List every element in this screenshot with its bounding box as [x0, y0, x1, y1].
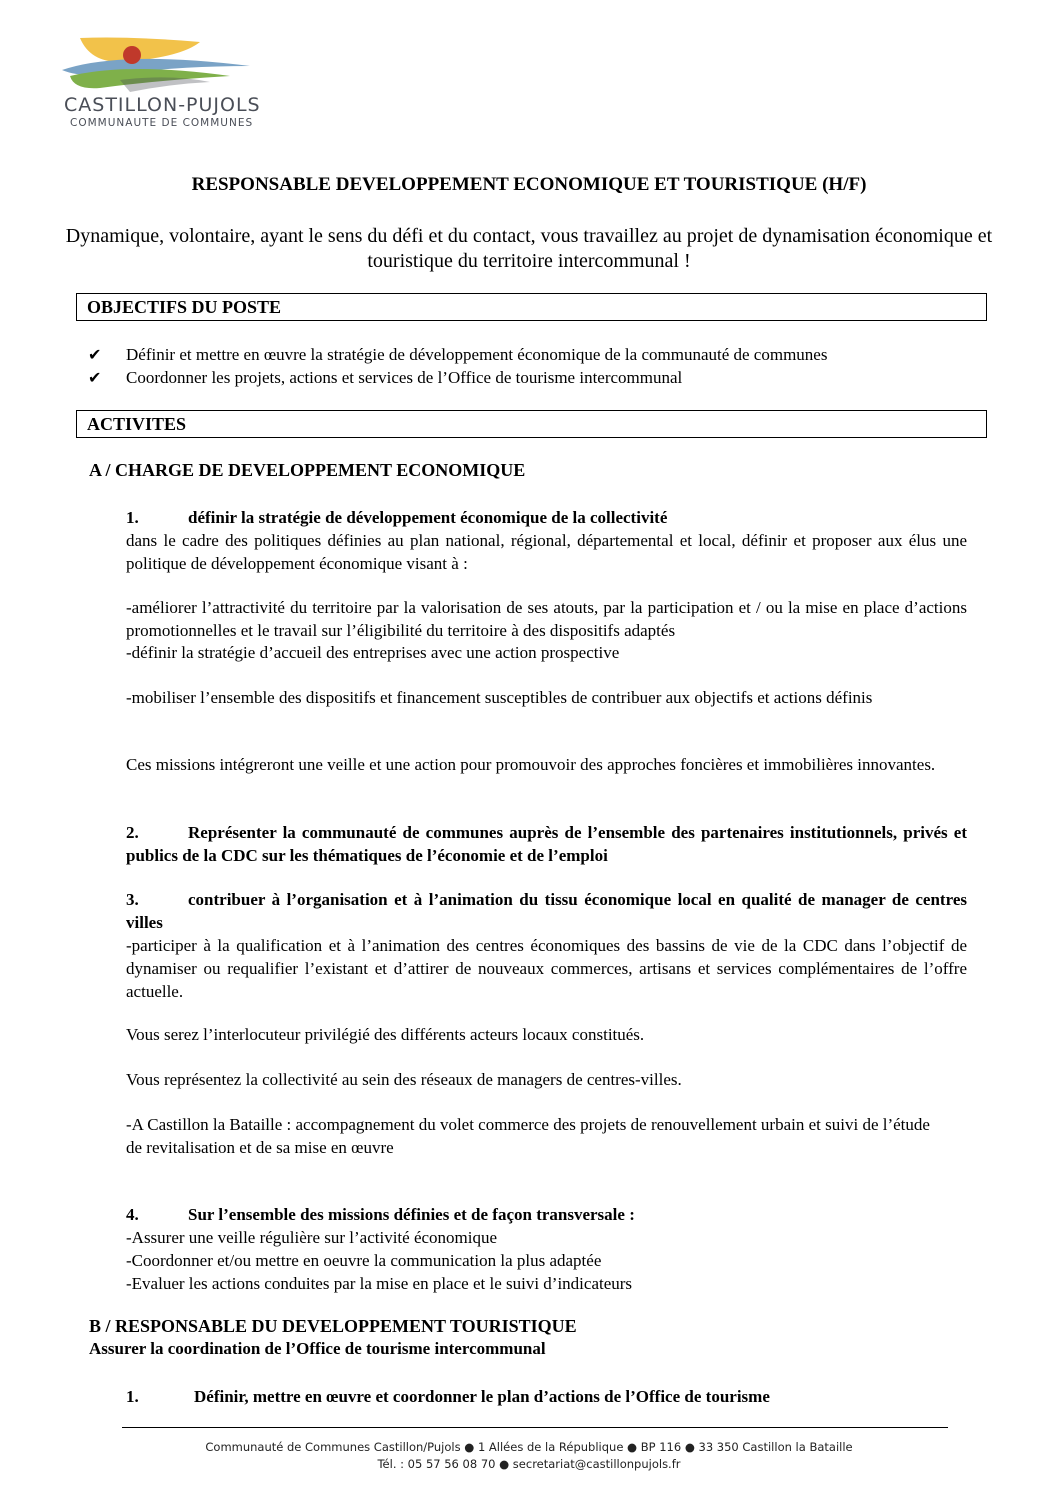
section-a-heading: A / CHARGE DE DEVELOPPEMENT ECONOMIQUE	[89, 460, 526, 480]
paragraph: dans le cadre des politiques définies au plan national, régional, départemental et local, définir et proposer aux élus une politique de développement économique visant à :	[126, 531, 967, 573]
item-number: 2.	[126, 823, 139, 842]
section-b-item-1	[126, 1385, 967, 1408]
logo	[60, 36, 260, 132]
objectif-text: Coordonner les projets, actions et services de l’Office de tourisme intercommunal	[126, 368, 683, 387]
section-b-heading: B / RESPONSABLE DU DEVELOPPEMENT TOURISTIQUE	[89, 1316, 577, 1336]
paragraph: Ces missions intégreront une veille et une action pour promouvoir des approches foncières et immobilières innovantes.	[126, 755, 936, 774]
paragraph: Vous représentez la collectivité au sein des réseaux de managers de centres-villes.	[126, 1070, 682, 1089]
activites-heading-box: ACTIVITES	[76, 410, 987, 438]
logo-subtitle: COMMUNAUTE DE COMMUNES	[70, 117, 254, 129]
checkmark-icon: ✔	[88, 345, 102, 364]
paragraph: -A Castillon la Bataille : accompagnement du volet commerce des projets de renouvellement urbain et suivi de l’étude de revitalisation et de sa mise en œuvre	[126, 1115, 930, 1157]
item-number: 3.	[126, 890, 139, 909]
item-title: Définir, mettre en œuvre et coordonner le plan d’actions de l’Office de tourisme	[194, 1387, 770, 1406]
section-a-item-2	[126, 821, 967, 867]
intro-paragraph: Dynamique, volontaire, ayant le sens du défi et du contact, vous travaillez au projet de dynamisation économique et touristique du territoire intercommunal !	[65, 225, 993, 272]
section-a-item-1	[126, 506, 967, 575]
landscape-logo-icon	[60, 36, 260, 96]
list-line: -Assurer une veille régulière sur l’activité économique	[126, 1228, 498, 1247]
item-title: Représenter la communauté de communes auprès de l’ensemble des partenaires institutionnels, privés et publics de la CDC sur les thématiques de l’économie et de l’emploi	[126, 823, 967, 865]
item-title: définir la stratégie de développement économique de la collectivité	[188, 508, 668, 527]
item-number: 1.	[126, 1387, 139, 1406]
paragraph: Vous serez l’interlocuteur privilégié des différents acteurs locaux constitués.	[126, 1025, 645, 1044]
paragraph: -mobiliser l’ensemble des dispositifs et financement susceptibles de contribuer aux objectifs et actions définis	[126, 688, 873, 707]
paragraph: -définir la stratégie d’accueil des entreprises avec une action prospective	[126, 643, 620, 662]
objectif-text: Définir et mettre en œuvre la stratégie de développement économique de la communauté de communes	[126, 345, 828, 364]
objectifs-heading-box: OBJECTIFS DU POSTE	[76, 293, 987, 321]
section-a-item-4	[126, 1203, 967, 1295]
paragraph: -participer à la qualification et à l’animation des centres économiques des bassins de vie de la CDC dans l’objectif de dynamiser ou requalifier l’existant et d’attirer de nouveaux commerces, artisans et services complémentaires de l’offre actuelle.	[126, 936, 967, 1001]
checkmark-icon: ✔	[88, 368, 102, 387]
footer-divider	[122, 1427, 948, 1428]
logo-red-dot	[123, 46, 141, 64]
section-b-subheading: Assurer la coordination de l’Office de tourisme intercommunal	[89, 1339, 546, 1358]
item-title: Sur l’ensemble des missions définies et de façon transversale :	[188, 1205, 635, 1224]
footer-address: Communauté de Communes Castillon/Pujols ● 1 Allées de la République ● BP 116 ● 33 350 Castillon la Bataille	[205, 1440, 853, 1454]
paragraph: -améliorer l’attractivité du territoire par la valorisation de ses atouts, par la participation et / ou la mise en place d’actions promotionnelles et le travail sur l’éligibilité du territoire à des dispositifs adaptés	[126, 598, 967, 640]
item-number: 1.	[126, 508, 139, 527]
list-line: -Evaluer les actions conduites par la mise en place et le suivi d’indicateurs	[126, 1274, 633, 1293]
list-line: -Coordonner et/ou mettre en oeuvre la communication la plus adaptée	[126, 1251, 602, 1270]
item-number: 4.	[126, 1205, 139, 1224]
document-title: RESPONSABLE DEVELOPPEMENT ECONOMIQUE ET TOURISTIQUE (H/F)	[191, 174, 867, 195]
logo-name: CASTILLON-PUJOLS	[64, 94, 261, 116]
item-title: contribuer à l’organisation et à l’animation du tissu économique local en qualité de manager de centres villes	[126, 890, 967, 932]
section-a-item-3	[126, 888, 967, 1003]
logo-field-shape-2	[120, 77, 210, 92]
footer-contact: Tél. : 05 57 56 08 70 ● secretariat@castillonpujols.fr	[377, 1457, 681, 1471]
